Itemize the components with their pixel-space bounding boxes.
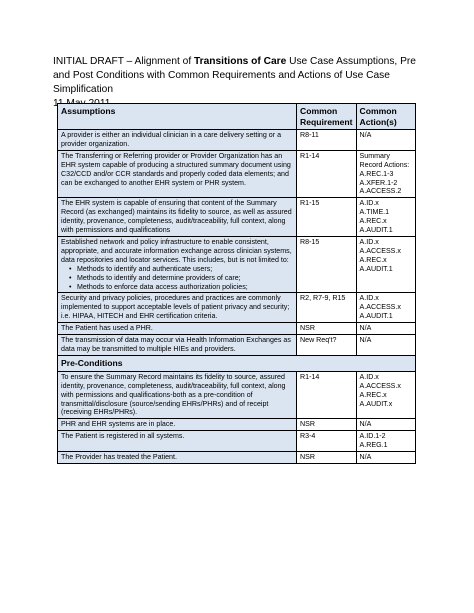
row-common-actions	[356, 431, 415, 452]
table-row	[58, 130, 416, 151]
row-common-actions	[356, 130, 415, 151]
row-description	[58, 452, 297, 464]
row-common-actions	[356, 236, 415, 292]
preconditions-label: Pre-Conditions	[58, 355, 416, 371]
action-item: A.ACCESS.x	[359, 303, 401, 312]
table-row	[58, 419, 416, 431]
title-bold: Transitions of Care	[193, 56, 287, 67]
row-common-requirement: R1-15	[297, 198, 357, 237]
header-assumptions: Assumptions	[58, 104, 297, 130]
title-prefix: INITIAL DRAFT – Alignment of	[53, 56, 194, 67]
action-item: A.AUDIT.1	[359, 312, 393, 321]
row-description	[58, 236, 297, 292]
row-common-actions	[356, 198, 415, 237]
row-description-text: The EHR system is capable of ensuring that content of the Summary Record (as exchanged) maintains its fidelity to source, as well as assured identity, provenance, completeness, audit/traceability, full context, along with permissions and qualifications	[61, 199, 292, 235]
title-date: 11 May 2011	[53, 98, 111, 109]
row-common-requirement: R2, R7-9, R15	[297, 293, 357, 323]
table-row	[58, 431, 416, 452]
row-common-requirement: R3-4	[297, 431, 357, 452]
row-description-text: The transmission of data may occur via Health Information Exchanges as data may be transmitted to multiple HIEs and providers.	[61, 336, 291, 353]
action-item: N/A	[359, 420, 372, 429]
action-item: A.ID.x	[359, 372, 379, 381]
preconditions-header-row	[58, 355, 416, 371]
row-description	[58, 371, 297, 419]
table-row	[58, 150, 416, 198]
bullet-item: • Methods to enforce data access authorization policies;	[71, 283, 293, 292]
row-description-text: The Patient is registered in all systems.	[61, 432, 185, 441]
table-row	[58, 323, 416, 335]
action-item: A.REG.1	[359, 441, 388, 450]
row-common-actions	[356, 323, 415, 335]
bullet-list	[61, 265, 293, 292]
row-common-requirement: R8-11	[297, 130, 357, 151]
preconditions-section	[58, 355, 416, 371]
row-common-requirement: NSR	[297, 419, 357, 431]
title-rest: Use Case Assumptions, Pre and Post Conditions with Common Requirements and Actions of Use Case Simplification	[53, 56, 416, 95]
row-description	[58, 198, 297, 237]
table-row	[58, 452, 416, 464]
header-common-requirement: Common Requirement	[297, 104, 357, 130]
row-description	[58, 431, 297, 452]
row-common-actions	[356, 452, 415, 464]
row-description	[58, 335, 297, 356]
action-item: N/A	[359, 131, 372, 139]
action-item: A.REC.x	[359, 255, 387, 264]
row-common-requirement: New Req't?	[297, 335, 357, 356]
row-description-text: To ensure the Summary Record maintains its fidelity to source, assured identity, provenance, completeness, audit/traceability, full context, along with permissions and qualifications-both as a pre-condition of transmittal/disclosure (source/sending EHRs/PHRs) and of receipt (receiving EHRs/PHRs).	[61, 372, 286, 417]
assumptions-body	[58, 130, 416, 356]
action-item: N/A	[359, 453, 372, 462]
action-item: A.XFER.1-2	[359, 178, 398, 187]
action-item: A.AUDIT.1	[359, 264, 393, 273]
action-item: A.ID.x	[359, 294, 379, 303]
row-common-actions	[356, 371, 415, 419]
row-common-requirement: R1-14	[297, 150, 357, 198]
row-common-actions	[356, 335, 415, 356]
table-header-row	[58, 104, 416, 130]
action-item: A.ACCESS.x	[359, 381, 401, 390]
row-description	[58, 130, 297, 151]
action-item: A.REC.x	[359, 390, 387, 399]
action-item: A.ACCESS.x	[359, 246, 401, 255]
row-common-requirement: NSR	[297, 323, 357, 335]
table-row	[58, 371, 416, 419]
row-common-actions	[356, 419, 415, 431]
alignment-table	[57, 103, 416, 464]
row-description	[58, 293, 297, 323]
header-common-actions: Common Action(s)	[356, 104, 415, 130]
row-description	[58, 323, 297, 335]
row-description-text: The Patient has used a PHR.	[61, 324, 153, 333]
action-item: A.REC.1-3	[359, 169, 394, 178]
row-common-actions	[356, 293, 415, 323]
row-common-requirement: R8-15	[297, 236, 357, 292]
row-common-requirement: NSR	[297, 452, 357, 464]
action-item: A.TIME.1	[359, 208, 390, 217]
row-description-text: A provider is either an individual clinician in a care delivery setting or a provider organization.	[61, 131, 282, 148]
row-common-requirement: R1-14	[297, 371, 357, 419]
row-description-text: PHR and EHR systems are in place.	[61, 420, 176, 429]
row-description	[58, 419, 297, 431]
bullet-item: • Methods to identify and determine providers of care;	[71, 274, 293, 283]
row-description-text: The Provider has treated the Patient.	[61, 453, 177, 462]
row-common-actions	[356, 150, 415, 198]
action-item: A.ACCESS.2	[359, 187, 402, 196]
bullet-item: • Methods to identify and authenticate users;	[71, 265, 293, 274]
row-description	[58, 150, 297, 198]
row-description-text: Established network and policy infrastructure to enable consistent, appropriate, and accurate information exchange across clinician systems, data repositories and locator services. This includes, but is not limited to:	[61, 237, 292, 264]
row-description-text: The Transferring or Referring provider or Provider Organization has an EHR system capable of producing a structured summary document using C32/CCD and/or CCR standards and properly coded data elements; and can be exchanged to another EHR system or PHR system.	[61, 151, 291, 187]
table-row	[58, 335, 416, 356]
action-item: A.REC.x	[359, 217, 387, 226]
action-item: A.ID.x	[359, 199, 379, 208]
table-row	[58, 198, 416, 237]
action-item: N/A	[359, 336, 372, 345]
action-item: N/A	[359, 324, 372, 333]
preconditions-body	[58, 371, 416, 463]
action-item: A.ID.1-2	[359, 432, 386, 441]
action-item: A.ID.x	[359, 237, 379, 246]
action-item: Summary Record Actions:	[359, 151, 410, 169]
action-item: A.AUDIT.1	[359, 226, 393, 235]
table-row	[58, 293, 416, 323]
action-item: A.AUDIT.x	[359, 399, 393, 408]
row-description-text: Security and privacy policies, procedures and practices are commonly implemented to support acceptable levels of patient privacy and security; i.e. HIPAA, HITECH and EHR certification criteria.	[61, 294, 290, 321]
table-row	[58, 236, 416, 292]
